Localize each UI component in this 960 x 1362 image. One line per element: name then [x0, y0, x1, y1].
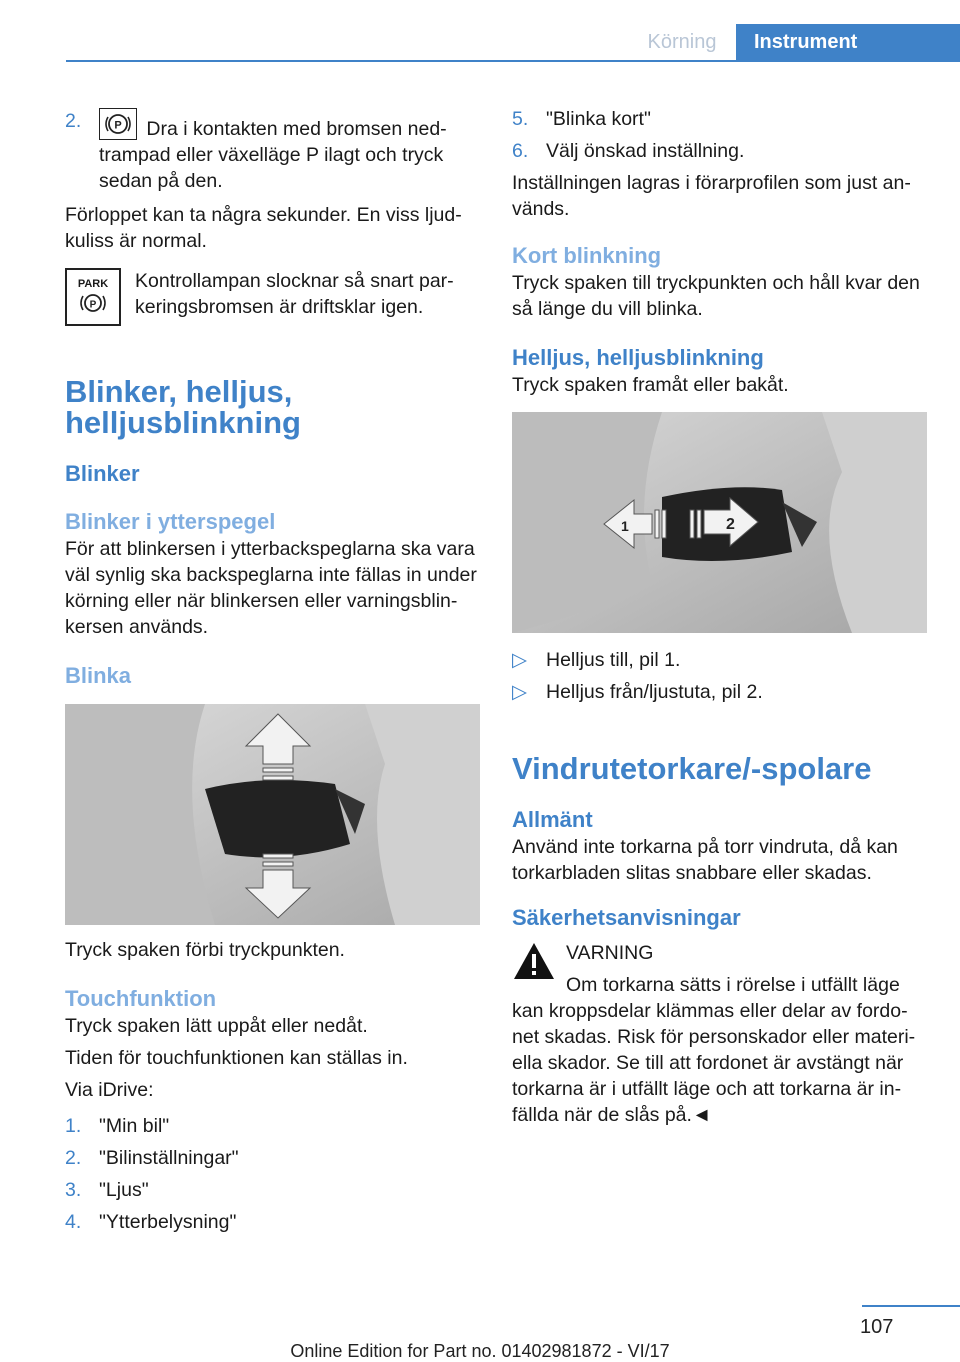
parking-brake-icon — [99, 108, 137, 140]
step-item — [65, 108, 485, 194]
park-indicator-note — [65, 268, 485, 326]
step-text: Dra i kontakten med bromsen nedtrampad eller växelläge P ilagt och tryck sedan på den. — [99, 118, 447, 192]
page-number: 107 — [860, 1316, 894, 1338]
subsection-title: Allmänt — [512, 807, 593, 832]
list-item — [512, 647, 927, 673]
paragraph: Använd inte torkarna på torr vindruta, då kan torkarbladen slitas snabbare eller skadas. — [512, 836, 898, 884]
svg-text:P: P — [114, 119, 122, 132]
right-column — [512, 100, 927, 1128]
subheading: Kort blinkning — [512, 243, 662, 268]
step-number: 2. — [65, 1147, 82, 1169]
step-number: 1. — [65, 1115, 82, 1137]
arrow-label-2: 2 — [726, 516, 735, 533]
warning-title: VARNING — [566, 942, 654, 964]
turn-signal-stalk-illustration — [65, 704, 480, 925]
warning-text: kan kroppsdelar klämmas eller delar av fordonet skadas. Risk för personskador eller materiella skador. Se till att fordonet är avstängt när torkarna är i utfällt läge och att torkarna är infällda när de slås på.◄ — [512, 1000, 916, 1126]
park-note-text: Kontrollampan slocknar så snart parkeringsbromsen är driftsklar igen. — [135, 270, 454, 318]
step-text: "Bilinställningar" — [99, 1147, 239, 1169]
warning-line: Om torkarna sätts i rörelse i utfällt läge — [566, 974, 900, 996]
svg-text:P: P — [89, 299, 97, 311]
subsection-title: Helljus, helljusblinkning — [512, 345, 764, 370]
park-label: PARK — [77, 278, 109, 290]
image-caption: Tryck spaken förbi tryckpunkten. — [65, 939, 345, 961]
paragraph: Tiden för touchfunktionen kan ställas in. — [65, 1047, 408, 1069]
paragraph: Förloppet kan ta några sekunder. En viss ljudkuliss är normal. — [65, 204, 462, 252]
paragraph: Via iDrive: — [65, 1079, 154, 1101]
warning-icon — [512, 940, 556, 982]
high-beam-stalk-illustration — [512, 412, 927, 633]
footer-rule — [862, 1305, 960, 1307]
tab-korning[interactable]: Körning — [647, 31, 717, 53]
subsection-title: Blinker — [65, 461, 140, 486]
header-rule — [66, 60, 960, 62]
step-text: "Ljus" — [99, 1179, 149, 1201]
step-text: "Blinka kort" — [546, 108, 651, 130]
list-item — [512, 679, 927, 705]
list-item — [65, 1209, 485, 1235]
subheading: Touchfunktion — [65, 986, 217, 1011]
arrow-label-1: 1 — [621, 518, 629, 534]
paragraph: Tryck spaken lätt uppåt eller nedåt. — [65, 1015, 368, 1037]
paragraph: Inställningen lagras i förarprofilen som just används. — [512, 172, 911, 220]
tab-instrument[interactable]: Instrument — [736, 24, 960, 60]
step-text: "Min bil" — [99, 1115, 170, 1137]
step-number: 3. — [65, 1179, 82, 1201]
paragraph: Tryck spaken till tryckpunkten och håll kvar den så länge du vill blinka. — [512, 272, 920, 320]
step-number: 2. — [65, 110, 82, 132]
step-text: Välj önskad inställning. — [546, 140, 745, 162]
list-item — [512, 138, 927, 164]
step-body — [99, 108, 485, 194]
list-item — [65, 1113, 485, 1139]
park-indicator-icon — [65, 268, 121, 326]
list-item — [65, 1145, 485, 1171]
bullet-text: Helljus till, pil 1. — [546, 649, 681, 671]
list-item — [65, 1177, 485, 1203]
bullet-list — [512, 647, 927, 705]
left-column — [65, 100, 485, 1235]
section-title: Vindrutetorkare/-spolare — [512, 751, 872, 786]
step-number: 5. — [512, 108, 529, 130]
step-number: 4. — [65, 1211, 82, 1233]
idrive-steps — [65, 1113, 485, 1235]
subheading: Blinker i ytterspegel — [65, 509, 276, 534]
triangle-bullet-icon: ▷ — [512, 681, 527, 703]
section-title: Blinker, helljus, helljusblinkning — [65, 374, 301, 440]
subheading: Blinka — [65, 663, 132, 688]
footer-edition: Online Edition for Part no. 01402981872 - VI/17 — [290, 1341, 670, 1361]
warning-block-head — [512, 940, 927, 998]
step-number: 6. — [512, 140, 529, 162]
paragraph: För att blinkersen i ytterbackspeglarna ska vara väl synlig ska backspeglarna inte fällas in under körning eller när blinkersen eller varningsblinkersen används. — [65, 538, 477, 638]
paragraph: Tryck spaken framåt eller bakåt. — [512, 374, 789, 396]
triangle-bullet-icon: ▷ — [512, 649, 527, 671]
list-item — [512, 106, 927, 132]
subsection-title: Säkerhetsanvisningar — [512, 905, 741, 930]
step-text: "Ytterbelysning" — [99, 1211, 237, 1233]
bullet-text: Helljus från/ljustuta, pil 2. — [546, 681, 763, 703]
